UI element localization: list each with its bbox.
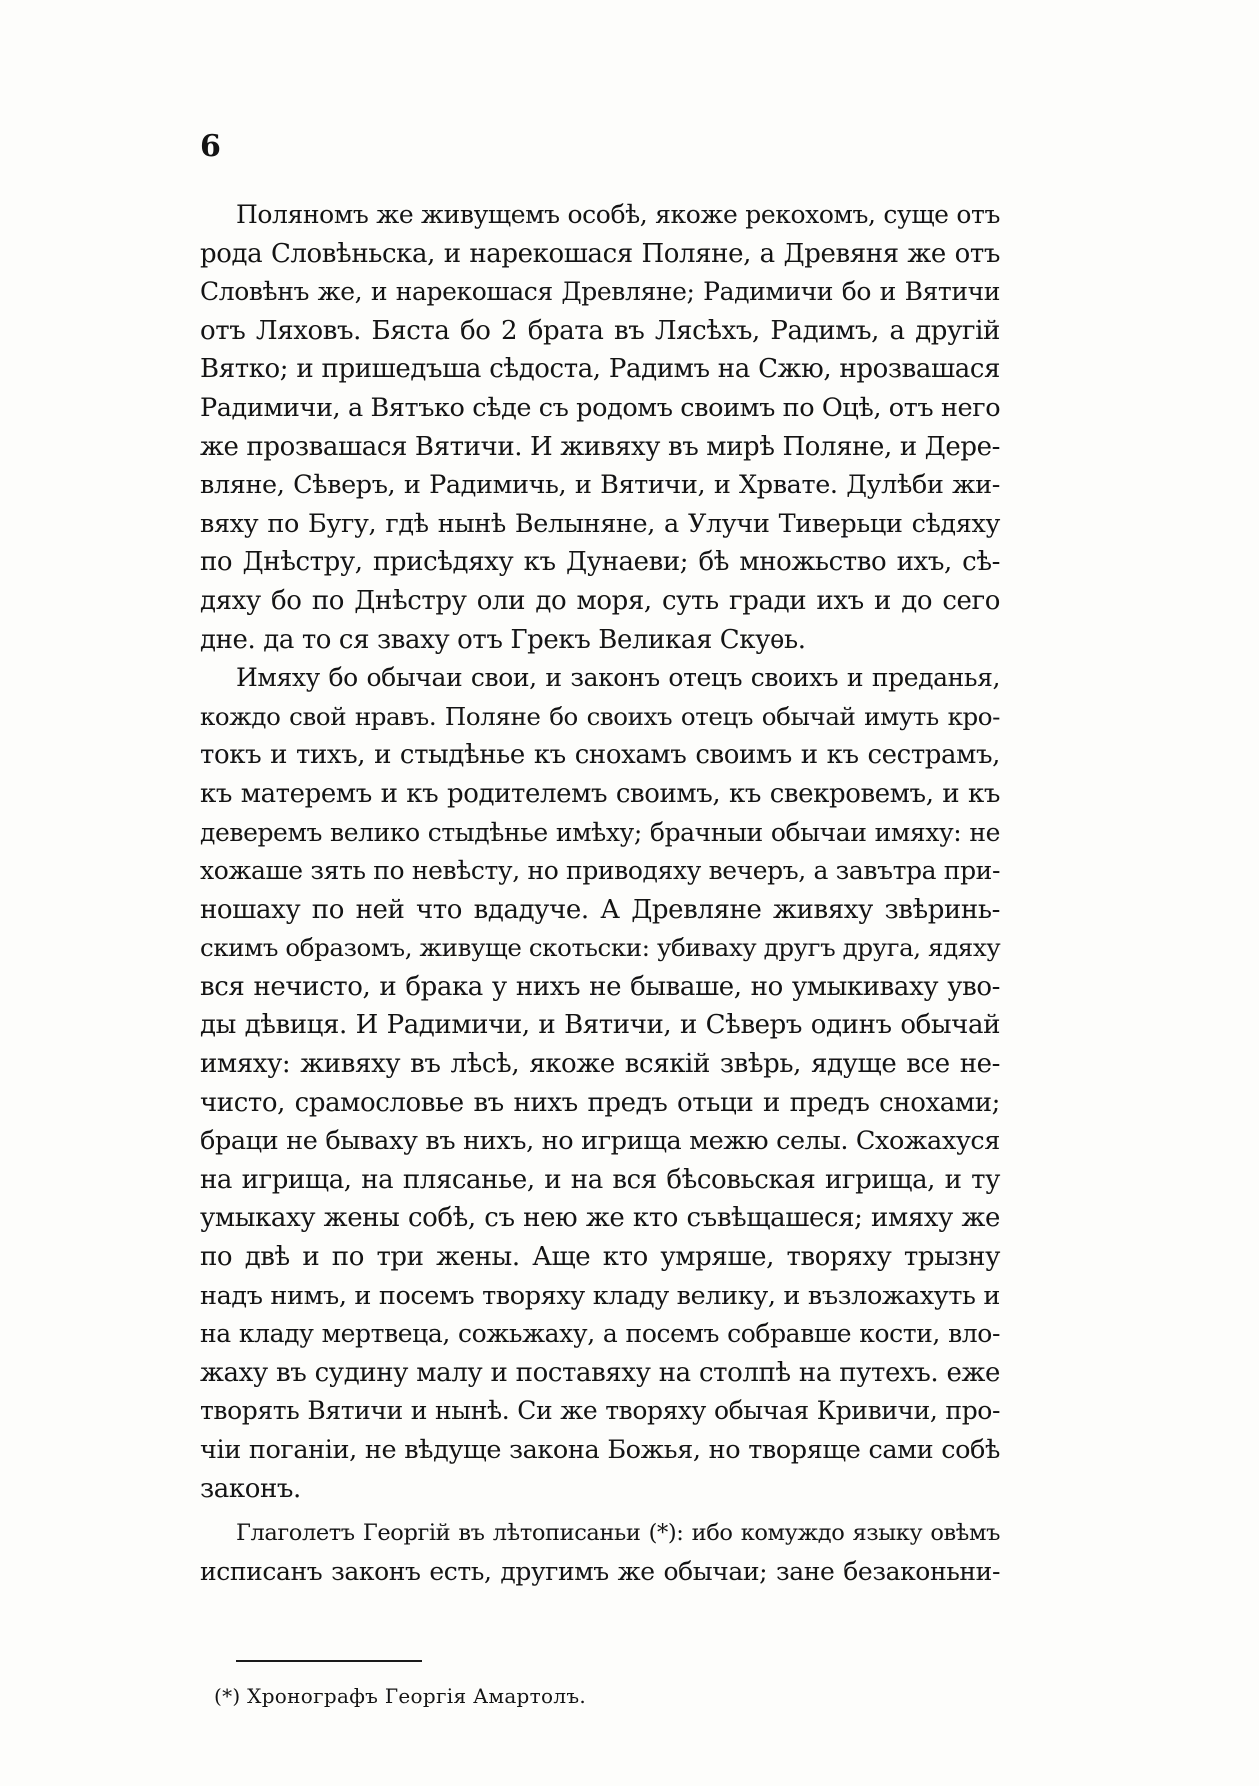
text-line: отъ Ляховъ. Бяста бо 2 брата въ Лясѣхъ, Радимъ, а другій [200, 315, 1000, 346]
text-line: Вятко; и пришедъша сѣдоста, Радимъ на Сжю, нрозвашася [200, 354, 1000, 385]
text-line: скимъ образомъ, живуще скотьски: убиваху другъ друга, ядяху [200, 933, 1001, 963]
footnote-divider [236, 1660, 422, 1662]
text-line: кождо свой нравъ. Поляне бо своихъ отецъ обычай имуть кро- [200, 701, 1000, 731]
text-line: имяху: живяху въ лѣсѣ, якоже всякій звѣрь, ядуще все не- [200, 1049, 1000, 1080]
text-line: творять Вятичи и нынѣ. Си же творяху обычая Кривичи, про- [200, 1396, 1000, 1426]
text-line: Словѣнъ же, и нарекошася Древляне; Радимичи бо и Вятичи [200, 277, 1000, 307]
text-line: дяху бо по Днѣстру оли до моря, суть гради ихъ и до сего [200, 585, 1000, 616]
text-line: вяху по Бугу, гдѣ нынѣ Велыняне, а Улучи Тиверьци сѣдяху [200, 508, 1000, 539]
text-line: на игрища, на плясанье, и на вся бѣсовьская игрища, и ту [200, 1164, 1000, 1195]
text-line: по двѣ и по три жены. Аще кто умряше, творяху трызну [200, 1242, 1000, 1273]
text-line: вляне, Сѣверъ, и Радимичь, и Вятичи, и Хрвате. Дулѣби жи- [200, 470, 1000, 501]
text-line: ды дѣвиця. И Радимичи, и Вятичи, и Сѣверъ одинъ обычай [200, 1010, 1000, 1041]
text-line: чисто, срамословье въ нихъ предъ отьци и предъ снохами; [200, 1087, 1000, 1118]
text-line: жаху въ судину малу и поставяху на столпѣ на путехъ. еже [200, 1357, 1000, 1388]
text-line: рода Словѣньска, и нарекошася Поляне, а Древяня же отъ [200, 238, 1000, 269]
text-line: браци не бываху въ нихъ, но игрища межю селы. Схожахуся [200, 1126, 1000, 1157]
text-line: Радимичи, а Вятъко сѣде съ родомъ своимъ по Оцѣ, отъ него [200, 392, 1001, 423]
text-line: чіи поганіи, не вѣдуще закона Божья, но творяще сами собѣ [200, 1435, 1000, 1465]
page-number: 6 [200, 129, 221, 164]
text-line: токъ и тихъ, и стыдѣнье къ снохамъ своимъ и къ сестрамъ, [200, 740, 1000, 771]
text-line: по Днѣстру, присѣдяху къ Дунаеви; бѣ множьство ихъ, сѣ- [200, 547, 1000, 578]
text-line: Имяху бо обычаи свои, и законъ отецъ своихъ и преданья, [236, 663, 1000, 693]
text-line: деверемъ велико стыдѣнье имѣху; брачныи обычаи имяху: не [200, 817, 1000, 847]
text-line: къ матеремъ и къ родителемъ своимъ, къ свекровемъ, и къ [200, 778, 1000, 809]
text-line: же прозвашася Вятичи. И живяху въ мирѣ Поляне, и Дере- [200, 431, 1000, 462]
text-line: исписанъ законъ есть, другимъ же обычаи; зане безаконьни- [200, 1556, 1000, 1586]
text-line: днe. да то ся зваху отъ Грекъ Великая Скуѳь. [200, 624, 806, 655]
footnote: (*) Хронографъ Георгія Амартолъ. [214, 1684, 587, 1708]
text-line: хожаше зять по невѣсту, но приводяху вечеръ, а завътра при- [200, 856, 1000, 886]
body-text [200, 196, 1000, 1591]
text-line: умыкаху жены собѣ, съ нею же кто съвѣщашеся; имяху же [200, 1203, 1000, 1234]
text-line: надъ нимъ, и посемъ творяху кладу велику, и възложахуть и [200, 1280, 1000, 1311]
text-line: Глаголетъ Георгій въ лѣтописаньи (*): ибо комуждо языку овѣмъ [236, 1520, 1000, 1547]
text-line: Поляномъ же живущемъ особѣ, якоже рекохомъ, суще отъ [236, 200, 1000, 229]
text-line: ношаху по ней что вдадуче. А Древляне живяху звѣринь- [200, 894, 1000, 925]
text-line: на кладу мертвеца, сожьжаху, а посемъ собравше кости, вло- [200, 1319, 1000, 1349]
text-line: законъ. [200, 1473, 301, 1504]
text-line: вся нечисто, и брака у нихъ не бываше, но умыкиваху уво- [200, 971, 1000, 1002]
